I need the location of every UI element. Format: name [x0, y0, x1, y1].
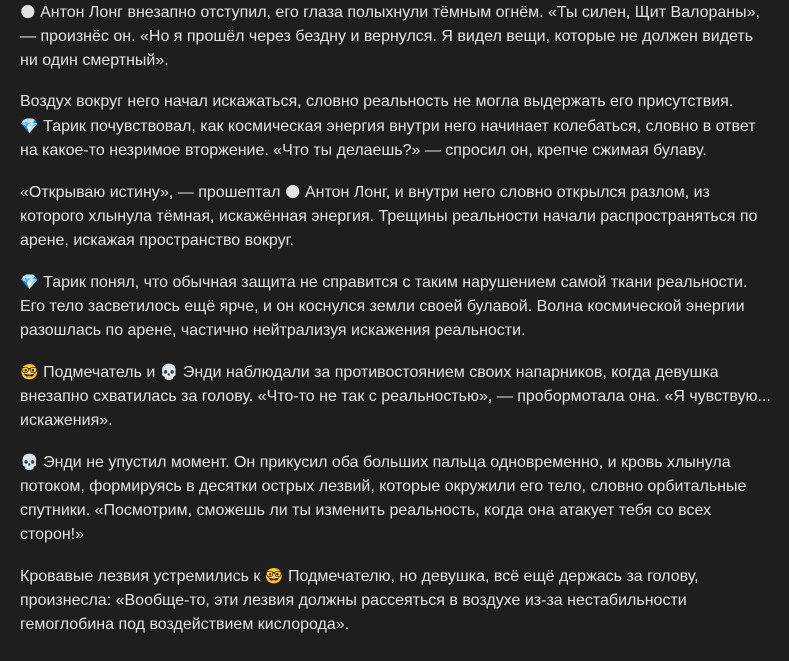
paragraph-6	[20, 450, 771, 547]
skull-icon: 💀	[20, 453, 39, 471]
paragraph-5-text-b: Энди наблюдали за противостоянием своих напарников, когда девушка внезапно схватилась за голову. «Что-то не так с реальностью», — пробормотала она. «Я чувствую... искажения».	[20, 364, 771, 429]
paragraph-6-text: Энди не упустил момент. Он прикусил оба больших пальца одновременно, и кровь хлынула потоком, формируясь в десятки острых лезвий, которые окружили его тело, словно орбитальные спутники. «Посмотрим, сможешь ли ты изменить реальность, когда она атакует тебя со всех сторон!»	[20, 454, 747, 543]
paragraph-7-text-b: Подмечателю, но девушка, всё ещё держась за голову, произнесла: «Вообще-то, эти лезвия должны рассеяться в воздухе из-за нестабильности гемоглобина под воздействием кислорода».	[20, 568, 699, 633]
dark-moon-icon: 🌑	[284, 183, 301, 201]
paragraph-5-text-a: Подмечатель и	[38, 364, 160, 381]
gem-icon: 💎	[20, 117, 39, 135]
dark-moon-icon: 🌑	[20, 3, 36, 21]
paragraph-4	[20, 270, 771, 343]
paragraph-7	[20, 564, 771, 637]
paragraph-5	[20, 360, 771, 433]
gem-icon: 💎	[20, 273, 39, 291]
paragraph-2	[20, 90, 771, 163]
nerd-face-icon: 🤓	[264, 567, 284, 585]
paragraph-1	[20, 0, 771, 73]
skull-icon: 💀	[159, 363, 179, 381]
paragraph-4-text: Тарик понял, что обычная защита не справится с таким нарушением самой ткани реальности. Его тело засветилось ещё ярче, и он коснулся земли своей булавой. Волна космической энергии разошлась по арене, частично нейтрализуя искажения реальности.	[20, 274, 748, 339]
paragraph-2-text-a: Воздух вокруг него начал искажаться, словно реальность не могла выдержать его присутствия.	[20, 93, 734, 110]
paragraph-2-text-b: Тарик почувствовал, как космическая энергия внутри него начинает колебаться, словно в ответ на какое-то незримое вторжение. «Что ты делаешь?» — спросил он, крепче сжимая булаву.	[20, 118, 756, 159]
paragraph-7-text-a: Кровавые лезвия устремились к	[20, 568, 265, 585]
paragraph-3-text-b: Антон Лонг, и внутри него словно открылся разлом, из которого хлынула тёмная, искажённая энергия. Трещины реальности начали распространяться по арене, искажая пространство вокруг.	[20, 184, 758, 249]
paragraph-3	[20, 180, 771, 253]
paragraph-3-text-a: «Открываю истину», — прошептал	[20, 184, 285, 201]
paragraph-1-text: Антон Лонг внезапно отступил, его глаза полыхнули тёмным огнём. «Ты силен, Щит Валораны», — произнёс он. «Но я прошёл через бездну и вернулся. Я видел вещи, которые не должен видеть ни один смертный».	[20, 4, 760, 69]
nerd-face-icon: 🤓	[20, 363, 39, 381]
